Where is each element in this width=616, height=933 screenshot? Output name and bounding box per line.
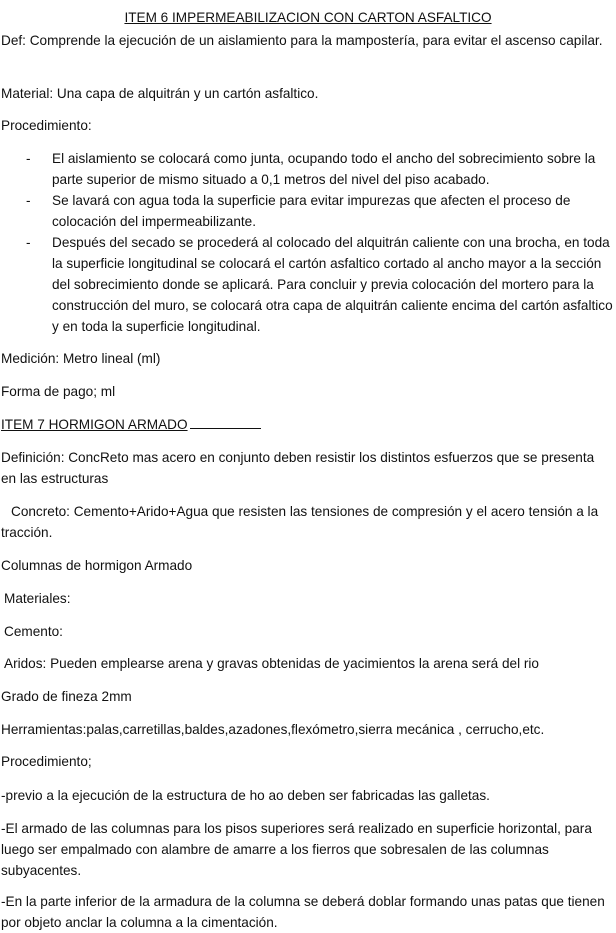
title-underline-rule bbox=[190, 418, 261, 429]
bullet-dash: - bbox=[26, 151, 31, 166]
list-item bbox=[0, 190, 616, 232]
medicion-paragraph: Medición: Metro lineal (ml) bbox=[1, 351, 161, 366]
aridos-line: Aridos: Pueden emplearse arena y gravas obtenidas de yacimientos la arena será del rio bbox=[4, 656, 539, 671]
columnas-heading: Columnas de hormigon Armado bbox=[1, 558, 193, 573]
grado-line: Grado de fineza 2mm bbox=[1, 689, 132, 704]
item7-title: ITEM 7 HORMIGON ARMADO bbox=[1, 417, 188, 432]
item6-title: ITEM 6 IMPERMEABILIZACION CON CARTON ASFALTICO bbox=[124, 9, 492, 25]
list-item-text: El aislamiento se colocará como junta, ocupando todo el ancho del sobrecimiento sobre la parte superior de mismo situado a 0,1 metros del nivel del piso acabado. bbox=[52, 151, 596, 187]
list-item bbox=[0, 148, 616, 190]
forma-pago-paragraph: Forma de pago; ml bbox=[1, 384, 116, 399]
list-item bbox=[0, 232, 616, 337]
def-paragraph: Def: Comprende la ejecución de un aislamiento para la mampostería, para evitar el ascenso capilar. bbox=[1, 33, 603, 48]
cemento-line: Cemento: bbox=[4, 624, 63, 639]
list-item-text: Se lavará con agua toda la superficie para evitar impurezas que afecten el proceso de colocación del impermeabilizante. bbox=[52, 193, 571, 229]
step-2-paragraph: -El armado de las columnas para los pisos superiores será realizado en superficie horizontal, para luego ser empalmado con alambre de amarre a los fierros que sobresalen de las columnas subyacentes. bbox=[1, 821, 592, 878]
bullet-dash: - bbox=[26, 235, 31, 250]
procedimiento-heading: Procedimiento: bbox=[1, 118, 92, 133]
step-3-paragraph: -En la parte inferior de la armadura de la columna se deberá doblar formando unas patas que tienen por objeto anclar la columna a la cimentación. bbox=[1, 894, 605, 930]
item7-title-line bbox=[1, 414, 613, 435]
bullet-dash: - bbox=[26, 193, 31, 208]
procedimiento-list bbox=[0, 148, 616, 337]
materiales-heading: Materiales: bbox=[4, 591, 71, 606]
definicion-paragraph: Definición: ConcReto mas acero en conjunto deben resistir los distintos esfuerzos que se presenta en las estructuras bbox=[1, 450, 595, 486]
procedimiento2-heading: Procedimiento; bbox=[1, 754, 92, 769]
material-paragraph: Material: Una capa de alquitrán y un cartón asfaltico. bbox=[1, 86, 319, 101]
step-1-paragraph: -previo a la ejecución de la estructura de ho ao deben ser fabricadas las galletas. bbox=[1, 788, 490, 803]
list-item-text: Después del secado se procederá al colocado del alquitrán caliente con una brocha, en toda la superficie longitudinal se colocará el cartón asfaltico cortado al ancho mayor a la sección del sobrecimiento donde se aplicará. Para concluir y previa colocación del mortero para la construcción del muro, se colocará otra capa de alquitrán caliente encima del cartón asfaltico y en toda la superficie longitudinal. bbox=[52, 235, 613, 334]
concreto-paragraph: Concreto: Cemento+Arido+Agua que resisten las tensiones de compresión y el acero tensión a la tracción. bbox=[1, 504, 599, 540]
herramientas-line: Herramientas:palas,carretillas,baldes,azadones,flexómetro,sierra mecánica , cerrucho,etc. bbox=[1, 722, 545, 737]
